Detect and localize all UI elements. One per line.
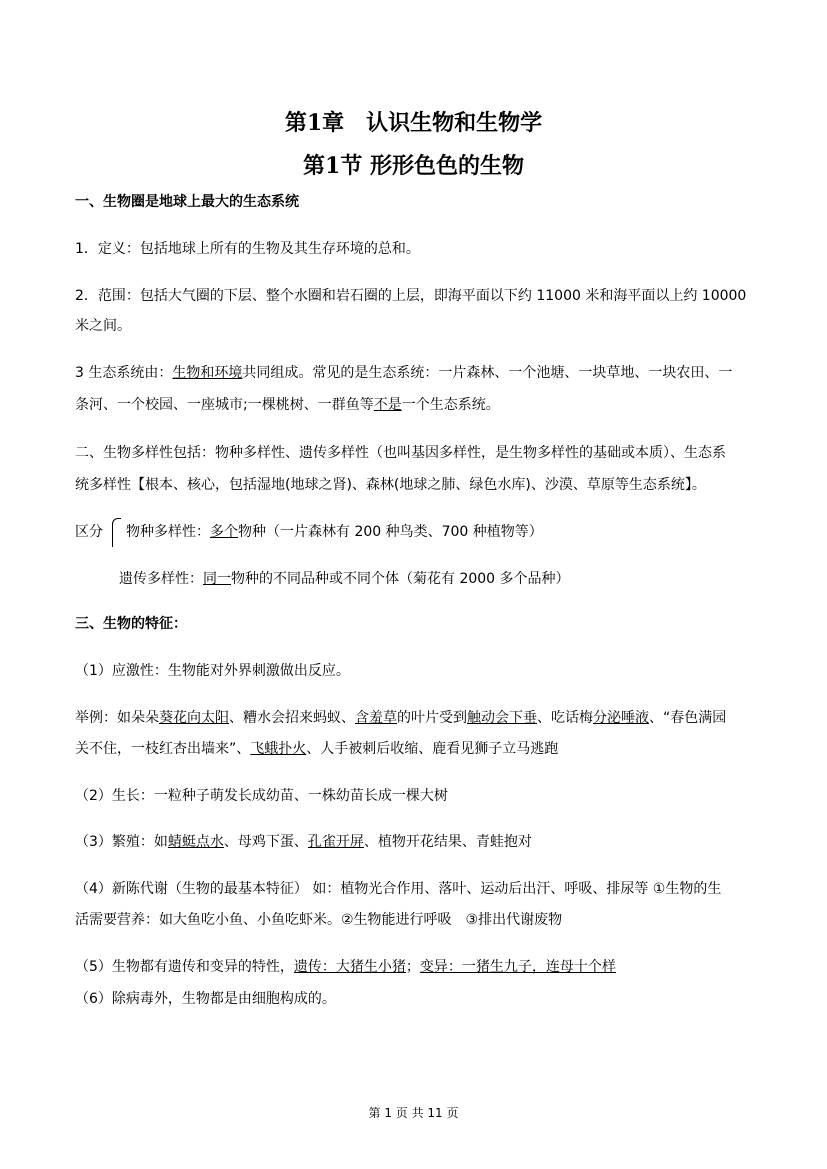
text-run: 的叶片受到	[397, 710, 467, 726]
underlined-term: 遗传：大猪生小猪	[293, 959, 406, 975]
text-run: 、糟水会招来蚂蚁、	[229, 710, 355, 726]
text-run: ；	[405, 959, 420, 975]
underlined-term: 葵花向太阳	[159, 710, 229, 726]
s1-range-line1: 2．范围：包括大气圈的下层、整个水圈和岩石圈的上层，即海平面以下约 11000 米和海平面以上约 10000	[75, 288, 747, 304]
text-run: 物种的不同品种或不同个体（菊花有 2000 多个品种）	[231, 571, 570, 587]
chapter-title: 第1章 认识生物和生物学	[284, 110, 543, 136]
brace-icon	[112, 518, 121, 547]
underlined-term: 蜻蜓点水	[167, 834, 224, 850]
genetic-diversity	[119, 563, 760, 595]
s1-heading: 一、生物圈是地球上最大的生态系统	[75, 194, 299, 210]
text-run: 物种多样性：	[126, 524, 210, 540]
s3-item5	[75, 951, 760, 983]
text-run: 一个生态系统。	[401, 397, 500, 413]
text-run: 3 生态系统由：	[75, 365, 173, 381]
text-run: 物种（一片森林有 200 种鸟类、700 种植物等）	[238, 524, 543, 540]
underlined-term: 多个	[210, 524, 238, 540]
text-run: 、母鸡下蛋、	[223, 834, 308, 850]
s3-item6: （6）除病毒外，生物都是由细胞构成的。	[75, 991, 336, 1007]
s3-item4-line1: （4）新陈代谢（生物的最基本特征） 如：植物光合作用、落叶、运动后出汗、呼吸、排尿等 ①生物的生	[75, 881, 722, 897]
underlined-term: 同一	[203, 571, 231, 587]
s3-example-line1	[75, 702, 760, 734]
underlined-term: 不是	[373, 397, 402, 413]
s2-line2: 统多样性【根本、核心，包括湿地(地球之肾)、森林(地球之肺、绿色水库)、沙漠、草原等生态系统】。	[75, 477, 706, 493]
s3-item2: （2）生长：一粒种子萌发长成幼苗、一株幼苗长成一棵大树	[75, 788, 448, 804]
underlined-term: 生物和环境	[172, 365, 243, 381]
s2-distinguish-label: 区分	[75, 524, 103, 540]
text-run: （3）繁殖：如	[75, 834, 168, 850]
text-run: 、“春色满园	[649, 710, 727, 726]
text-run: 关不住，一枝红杏出墙来”、	[75, 741, 251, 757]
page-footer: 第 1 页 共 11 页	[368, 1106, 459, 1120]
underlined-term: 孔雀开屏	[307, 834, 364, 850]
underlined-term: 含羞草	[355, 710, 397, 726]
s3-item1: （1）应激性：生物能对外界刺激做出反应。	[75, 663, 350, 679]
s3-heading: 三、生物的特征：	[75, 616, 187, 632]
text-run: 共同组成。常见的是生态系统：一片森林、一个池塘、一块草地、一块农田、一	[242, 365, 733, 381]
text-run: 、吃话梅	[537, 710, 593, 726]
text-run: 条河、一个校园、一座城市;一棵桃树、一群鱼等	[75, 397, 374, 413]
text-run: 、人手被刺后收缩、鹿看见狮子立马逃跑	[306, 741, 559, 757]
s3-item4-line2: 活需要营养：如大鱼吃小鱼、小鱼吃虾米。②生物能进行呼吸 ③排出代谢废物	[75, 912, 563, 928]
text-run: 举例：如朵朵	[75, 710, 159, 726]
underlined-term: 分泌唾液	[593, 710, 649, 726]
underlined-term: 触动会下垂	[467, 710, 537, 726]
s1-ecosystem-line1	[75, 357, 760, 389]
s2-line1: 二、生物多样性包括：物种多样性、遗传多样性（也叫基因多样性，是生物多样性的基础或本质）、生态系	[75, 445, 726, 461]
section-title: 第1节 形形色色的生物	[303, 153, 524, 179]
underlined-term: 飞蛾扑火	[250, 741, 307, 757]
text-run: 、植物开花结果、青蛙抱对	[363, 834, 532, 850]
species-diversity	[126, 516, 760, 548]
s3-example-line2	[75, 733, 760, 765]
text-run: （5）生物都有遗传和变异的特性，	[75, 959, 294, 975]
s3-item3	[75, 826, 760, 858]
s1-range-line2: 米之间。	[75, 318, 131, 334]
s1-ecosystem-line2	[75, 389, 760, 421]
underlined-term: 变异：一猪生九子，连母十个样	[419, 959, 616, 975]
text-run: 遗传多样性：	[119, 571, 203, 587]
s1-definition: 1．定义：包括地球上所有的生物及其生存环境的总和。	[75, 241, 420, 257]
